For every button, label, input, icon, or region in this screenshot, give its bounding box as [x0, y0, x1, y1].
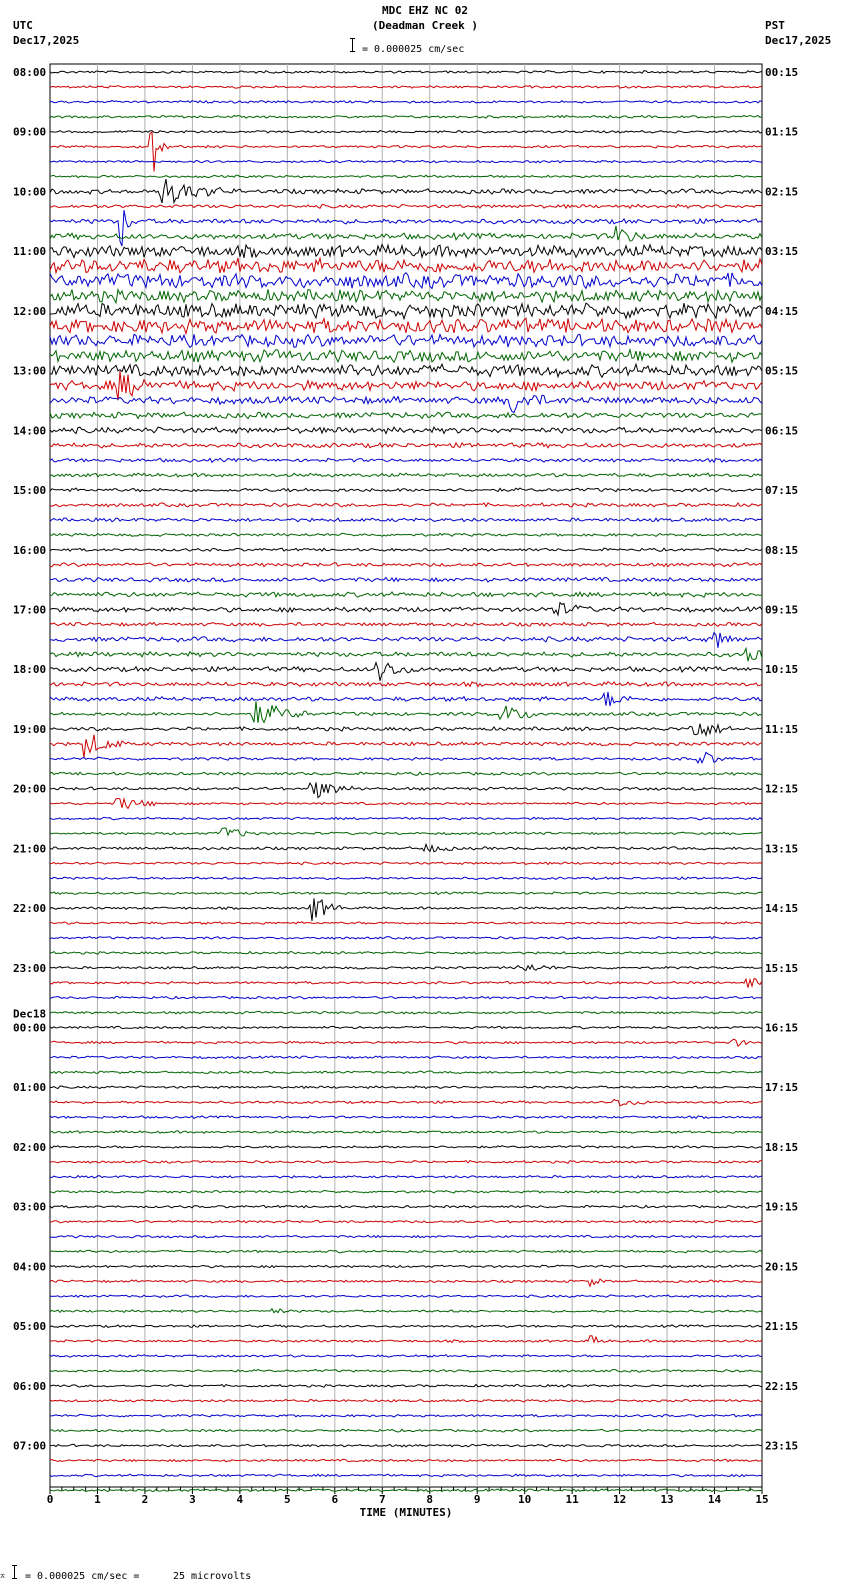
pst-hour-label: 05:15 [765, 364, 799, 378]
utc-hour-label: 10:00 [13, 185, 47, 199]
x-tick-label: 8 [426, 1493, 434, 1506]
pst-hour-label: 17:15 [765, 1081, 799, 1095]
x-tick-label: 5 [284, 1493, 291, 1506]
seismic-trace [50, 648, 762, 661]
station-title: MDC EHZ NC 02 [381, 4, 469, 17]
utc-hour-label: 04:00 [13, 1260, 47, 1274]
seismic-trace [50, 1325, 762, 1328]
seismic-trace [50, 937, 762, 940]
seismic-trace [50, 210, 762, 246]
utc-hour-label: 07:00 [13, 1439, 47, 1453]
seismic-trace [50, 1011, 762, 1014]
seismic-trace [50, 862, 762, 865]
x-tick-label: 13 [660, 1493, 674, 1506]
pst-hour-label: 21:15 [765, 1320, 799, 1334]
utc-hour-label: 02:00 [13, 1140, 47, 1154]
pst-hour-label: 06:15 [765, 424, 799, 438]
seismic-trace [50, 1039, 762, 1046]
seismic-trace [50, 412, 762, 419]
x-tick-label: 15 [755, 1493, 769, 1506]
x-tick-label: 6 [331, 1493, 339, 1506]
seismic-trace [50, 1220, 762, 1223]
seismic-trace [50, 772, 762, 775]
seismic-trace [50, 245, 762, 258]
seismic-trace [50, 633, 762, 648]
seismic-trace [50, 1099, 762, 1105]
seismic-trace [50, 1400, 762, 1403]
seismic-trace [50, 364, 762, 377]
seismic-trace [50, 701, 762, 723]
seismic-trace [50, 1056, 762, 1059]
seismic-trace [50, 371, 762, 400]
seismic-trace [50, 1474, 762, 1477]
seismic-trace [50, 724, 762, 736]
seismic-trace [50, 473, 762, 477]
utc-hour-label: 16:00 [13, 543, 47, 557]
seismic-trace [50, 458, 762, 462]
seismic-trace [50, 817, 762, 820]
seismic-trace [50, 443, 762, 448]
x-tick-label: 9 [473, 1493, 481, 1506]
utc-hour-label: 21:00 [13, 842, 47, 856]
seismic-trace [50, 86, 762, 89]
seismic-trace [50, 289, 762, 303]
seismic-trace [50, 258, 762, 273]
utc-hour-label: 08:00 [13, 66, 47, 79]
seismic-trace [50, 1336, 762, 1343]
seismic-trace [50, 952, 762, 955]
seismic-trace [50, 131, 762, 134]
seismic-trace [50, 877, 762, 880]
seismic-trace [50, 503, 762, 507]
pst-hour-label: 07:15 [765, 484, 799, 498]
seismic-trace [50, 226, 762, 241]
x-tick-label: 14 [707, 1493, 722, 1506]
scale-text: = 0.000025 cm/sec [362, 44, 465, 55]
pst-hour-label: 16:15 [765, 1021, 799, 1035]
x-axis-label: TIME (MINUTES) [359, 1506, 453, 1519]
seismic-trace [50, 782, 762, 797]
right-timezone: PST [765, 19, 785, 32]
pst-hour-label: 23:15 [765, 1439, 799, 1453]
seismic-trace [50, 160, 762, 163]
seismic-trace [50, 996, 762, 999]
pst-hour-label: 20:15 [765, 1260, 799, 1274]
seismic-trace [50, 1250, 762, 1253]
utc-hour-label: 22:00 [13, 902, 47, 916]
utc-hour-label: 06:00 [13, 1379, 47, 1393]
utc-hour-label: 03:00 [13, 1200, 47, 1214]
seismic-trace [50, 1385, 762, 1388]
pst-hour-label: 03:15 [765, 245, 799, 259]
seismic-trace [50, 892, 762, 895]
seismic-trace [50, 318, 762, 333]
seismic-trace [50, 533, 762, 536]
seismic-trace [50, 965, 762, 970]
seismic-trace [50, 1176, 762, 1178]
seismic-trace [50, 922, 762, 924]
x-tick-label: 0 [46, 1493, 54, 1506]
seismic-trace [50, 204, 762, 208]
seismic-trace [50, 427, 762, 433]
pst-hour-label: 02:15 [765, 185, 799, 199]
seismic-trace [50, 1026, 762, 1029]
seismic-trace [50, 592, 762, 597]
seismic-trace [50, 101, 762, 104]
x-tick-label: 11 [565, 1493, 579, 1506]
seismic-trace [50, 752, 762, 763]
seismic-trace [50, 577, 762, 582]
seismic-trace [50, 844, 762, 852]
seismic-trace [50, 350, 762, 363]
utc-hour-label: 19:00 [13, 722, 47, 736]
utc-hour-label: 14:00 [13, 424, 47, 438]
seismic-trace [50, 1444, 762, 1447]
pst-hour-label: 19:15 [765, 1200, 799, 1214]
seismic-trace [50, 1205, 762, 1208]
seismic-trace [50, 1265, 762, 1268]
utc-hour-label: 05:00 [13, 1320, 47, 1334]
right-date: Dec17,2025 [765, 34, 832, 47]
pst-hour-label: 04:15 [765, 304, 799, 318]
utc-hour-label: 01:00 [13, 1081, 47, 1095]
footer-scale-bar-icon [12, 1565, 17, 1579]
pst-hour-label: 12:15 [765, 782, 799, 796]
seismic-trace [50, 488, 762, 492]
pst-hour-label: 10:15 [765, 663, 799, 677]
seismic-trace [50, 1131, 762, 1134]
seismic-trace [50, 1370, 762, 1373]
seismic-trace [50, 1355, 762, 1358]
seismic-trace [50, 1161, 762, 1164]
x-tick-label: 2 [141, 1493, 149, 1506]
seismic-trace [50, 1086, 762, 1089]
seismic-trace [50, 622, 762, 626]
x-tick-label: 10 [518, 1493, 532, 1506]
seismic-trace [50, 273, 762, 289]
seismic-trace [50, 735, 762, 758]
seismic-trace [50, 979, 762, 988]
seismic-trace [50, 1459, 762, 1462]
utc-hour-label: 23:00 [13, 961, 47, 975]
utc-hour-label: 09:00 [13, 125, 47, 139]
left-timezone: UTC [13, 19, 33, 32]
seismic-trace [50, 663, 762, 681]
pst-hour-label: 01:15 [765, 125, 799, 139]
seismic-trace [50, 1295, 762, 1298]
seismic-trace [50, 175, 762, 178]
seismic-trace [50, 828, 762, 836]
seismic-trace [50, 692, 762, 706]
x-tick-label: 1 [94, 1493, 101, 1506]
footer-mark-icon: ⌅ [0, 1571, 6, 1581]
seismic-trace [50, 1429, 762, 1432]
seismic-trace [50, 898, 762, 921]
pst-hour-label: 11:15 [765, 722, 799, 736]
utc-hour-label: 00:00 [13, 1021, 47, 1035]
pst-hour-label: 13:15 [765, 842, 799, 856]
seismic-trace [50, 563, 762, 567]
seismic-trace [50, 682, 762, 687]
station-name: (Deadman Creek ) [372, 19, 478, 32]
x-tick-label: 12 [612, 1493, 627, 1506]
pst-hour-label: 14:15 [765, 902, 799, 916]
seismic-trace [50, 1190, 762, 1193]
pst-hour-label: 00:15 [765, 66, 799, 79]
footer-microvolts: 25 microvolts [173, 1571, 252, 1582]
pst-hour-label: 09:15 [765, 603, 799, 617]
footer-scale-text: = 0.000025 cm/sec = [25, 1571, 140, 1582]
seismic-trace [50, 518, 762, 522]
seismic-trace [50, 1235, 762, 1238]
seismic-trace [50, 1071, 762, 1074]
seismic-trace [50, 1309, 762, 1313]
seismic-trace [50, 1146, 762, 1148]
seismic-trace [50, 1279, 762, 1286]
utc-hour-label: 11:00 [13, 245, 47, 259]
utc-hour-label: 12:00 [13, 304, 47, 318]
pst-hour-label: 22:15 [765, 1379, 799, 1393]
seismic-trace [50, 303, 762, 319]
seismic-trace [50, 603, 762, 615]
seismic-trace [50, 71, 762, 74]
pst-hour-label: 18:15 [765, 1140, 799, 1154]
seismic-trace [50, 179, 762, 203]
seismic-trace [50, 548, 762, 551]
utc-hour-label: 13:00 [13, 364, 47, 378]
utc-hour-label: 17:00 [13, 603, 47, 617]
seismic-trace [50, 334, 762, 347]
seismic-trace [50, 1116, 762, 1119]
x-tick-label: 7 [378, 1493, 386, 1506]
pst-hour-label: 08:15 [765, 543, 799, 557]
seismic-trace [50, 798, 762, 808]
seismic-trace [50, 395, 762, 412]
seismic-trace [50, 1414, 762, 1417]
date-change-label: Dec18 [13, 1007, 47, 1021]
utc-hour-label: 15:00 [13, 484, 47, 498]
pst-hour-label: 15:15 [765, 961, 799, 975]
left-date: Dec17,2025 [13, 34, 80, 47]
seismic-trace [50, 132, 762, 171]
x-tick-label: 4 [236, 1493, 244, 1506]
plot-frame [50, 64, 762, 1487]
utc-hour-label: 20:00 [13, 782, 47, 796]
x-tick-label: 3 [189, 1493, 196, 1506]
utc-hour-label: 18:00 [13, 663, 47, 677]
seismic-trace [50, 115, 762, 118]
